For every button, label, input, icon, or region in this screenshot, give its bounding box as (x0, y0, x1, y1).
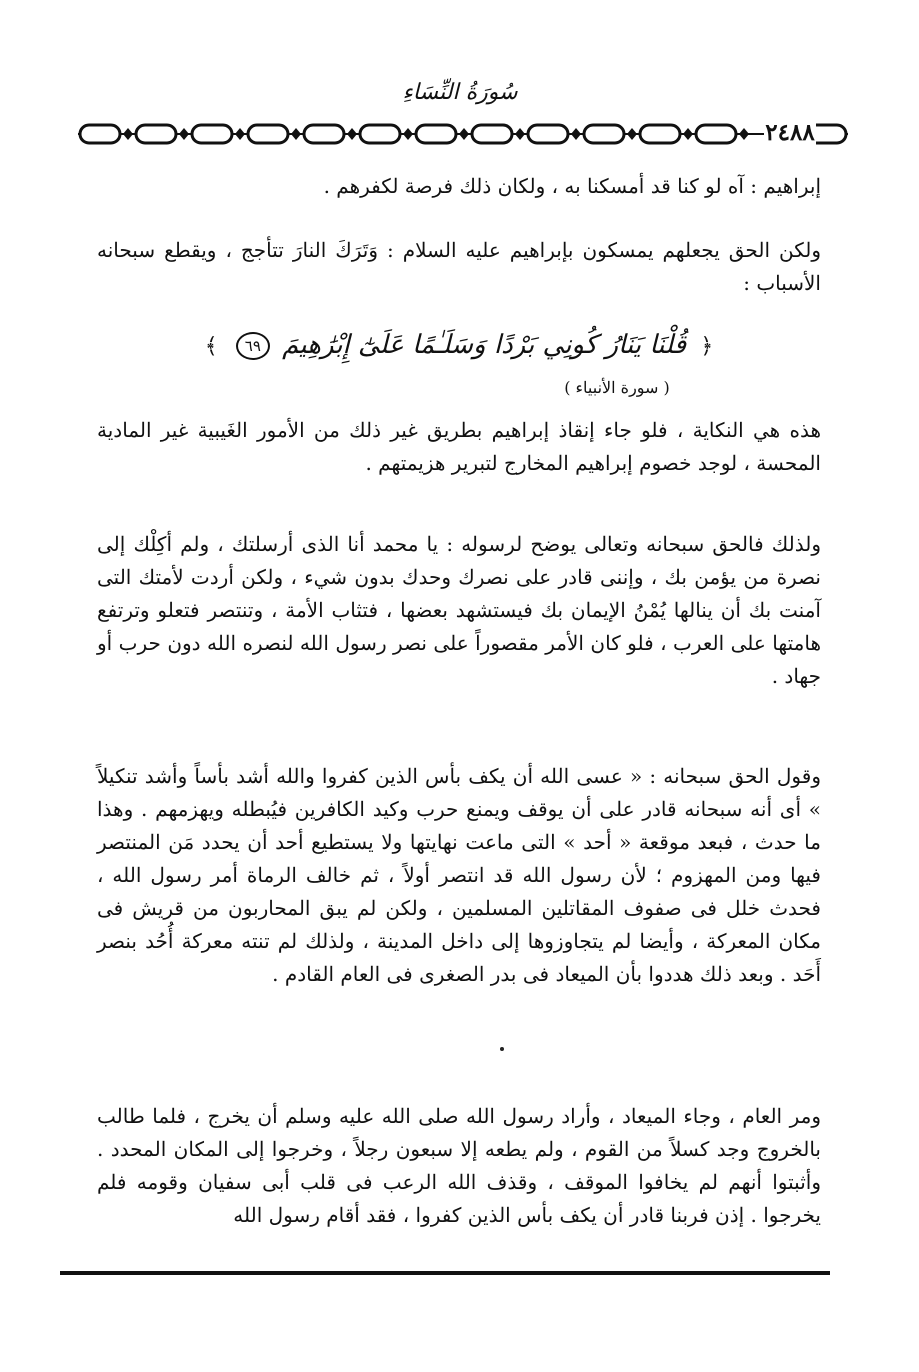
page-number: ٢٤٨٨ (764, 116, 816, 150)
paragraph-badr: ومر العام ، وجاء الميعاد ، وأراد رسول الله صلى الله عليه وسلم أن يخرج ، فلما طالب بالخروج وجد كسلاً من القوم ، ولم يطعه إلا سبعون رجلاً ، وخرجوا إلى المكان المحدد . وأثبتوا أنهم لم يخافوا الموقف ، وقذف الله الرعب فى قلب أبى سفيان وقومه فلم يخرجوا . إذن فربنا قادر أن يكف بأس الذين كفروا ، فقد أقام رسول الله (97, 1104, 821, 1227)
paragraph-explanation: ولذلك فالحق سبحانه وتعالى يوضح لرسوله : يا محمد أنا الذى أرسلتك ، ولم أكِلْك إلى نصرة من يؤمن بك ، وإننى قادر على نصرك وحدك بدون شيء ، ولكن أردت لأمتك التى آمنت بك أن ينالها يُمْنُ الإيمان بك فيستشهد بعضها ، فتثاب الأمة ، وتنتصر فتعلو وترتفع هامتها على العرب ، فلو كان الأمر مقصوراً على نصر رسول الله لنصره الله دون حرب أو جهاد . (97, 532, 821, 688)
ayah-number-badge: ٦٩ (236, 332, 270, 360)
verse-open-ornament: ﴿ (700, 334, 714, 359)
verse-text: قُلْنَا يَنَارُ كُونِي بَرْدًا وَسَلَـٰمًا عَلَىٰٓ إِبْرَٰهِيمَ (282, 330, 687, 360)
surah-title: سُورَةُ النِّسَاءِ (402, 80, 518, 105)
verse-close-ornament: ﴾ (204, 334, 218, 359)
paragraph-uhud: وقول الحق سبحانه : « عسى الله أن يكف بأس الذين كفروا والله أشد بأساً وأشد تنكيلاً » أى أنه سبحانه قادر على أن يوقف ويمنع حرب وكيد الكافرين فيُبطله ويهزمهم . وهذا ما حدث ، فبعد موقعة « أحد » التى ماعت نهايتها ولا يستطيع أحد أن يحدد مَن المنتصر فيها ومن المهزوم ؛ لأن رسول الله قد انتصر أولاً ، ثم خالف الرماة أمر رسول الله ، فحدث خلل فى صفوف المقاتلين المسلمين ، ولكن لم يبق المحاربون من قريش فى مكان المعركة ، وأيضا لم يتجاوزوها إلى داخل المدينة ، ولذلك لم تنته معركة أُحُد بنصر أَحَد . وبعد ذلك هددوا بأن الميعاد فى بدر الصغرى فى العام القادم . (97, 764, 821, 986)
print-speck (500, 1047, 504, 1051)
paragraph-transition: ولكن الحق يجعلهم يمسكون بإبراهيم عليه السلام : وَتَرَكَ النارَ تتأجج ، ويقطع سبحانه الأسباب : (97, 238, 821, 295)
header-ornament-border (78, 121, 848, 147)
footer-rule (60, 1271, 830, 1275)
paragraph-nikaya: هذه هي النكاية ، فلو جاء إنقاذ إبراهيم بطريق غير ذلك من الأمور الغَيبية غير المادية المحسة ، لوجد خصوم إبراهيم المخارج لتبرير هزيمتهم . (97, 418, 821, 475)
paragraph-intro: إبراهيم : آه لو كنا قد أمسكنا به ، ولكان ذلك فرصة لكفرهم . (323, 174, 821, 198)
quran-verse (97, 320, 821, 372)
verse-source: ( سورة الأنبياء ) (564, 378, 670, 397)
